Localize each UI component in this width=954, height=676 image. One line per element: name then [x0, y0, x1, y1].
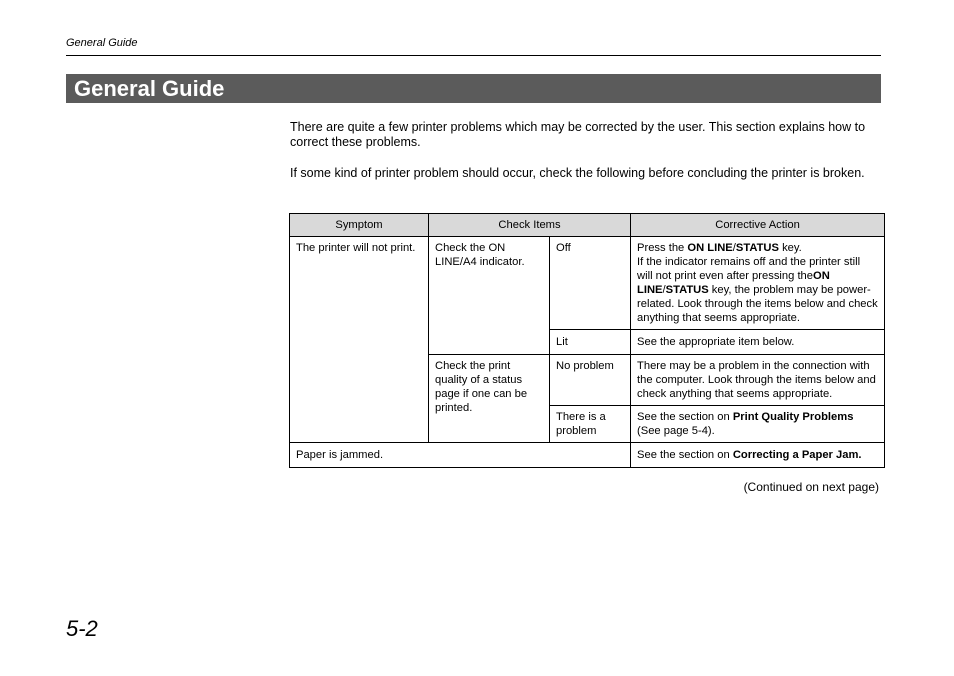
action-text: See the section on — [637, 411, 733, 423]
action-text: Press the — [637, 242, 688, 254]
action-key-text: ON LINE — [687, 242, 733, 254]
intro-paragraph-2: If some kind of printer problem should occur, check the following before concluding the printer is broken. — [290, 166, 865, 180]
action-key-text: STATUS — [665, 284, 709, 296]
action-text: See the section on — [637, 449, 733, 461]
symptom-cell: The printer will not print. — [290, 237, 429, 443]
action-text: / — [732, 242, 736, 254]
condition-cell: There is a problem — [550, 406, 631, 443]
condition-cell: Lit — [550, 330, 631, 355]
action-text: key. — [778, 242, 802, 254]
header-rule — [66, 55, 881, 56]
intro-paragraph-1: There are quite a few printer problems which may be corrected by the user. This section explains how to correct these problems. — [290, 120, 866, 149]
section-title: General Guide — [66, 74, 881, 103]
continued-note: (Continued on next page) — [743, 480, 879, 494]
action-cell — [631, 406, 885, 443]
action-link-text: Correcting a Paper Jam. — [732, 449, 862, 461]
table-row — [290, 443, 885, 468]
troubleshooting-table — [289, 213, 885, 468]
check-item-cell: Check the ON LINE/A4 indicator. — [429, 237, 550, 355]
header-check-items: Check Items — [429, 214, 631, 237]
action-cell — [631, 237, 885, 330]
action-cell — [631, 443, 885, 468]
action-cell: See the appropriate item below. — [631, 330, 885, 355]
symptom-cell: Paper is jammed. — [290, 443, 631, 468]
action-cell: There may be a problem in the connection with the computer. Look through the items below and check anything that seems appropriate. — [631, 355, 885, 406]
condition-cell: Off — [550, 237, 631, 330]
action-text: (See page 5-4). — [637, 425, 715, 437]
action-text: key, the problem may be power-related. Look through the items below and check anything that seems appropriate. — [637, 284, 878, 324]
check-item-cell: Check the print quality of a status page if one can be printed. — [429, 355, 550, 443]
action-key-text: ON LINE — [637, 270, 830, 296]
header-symptom: Symptom — [290, 214, 429, 237]
table-row — [290, 237, 885, 330]
action-text: / — [662, 284, 666, 296]
running-header: General Guide — [66, 37, 138, 49]
condition-cell: No problem — [550, 355, 631, 406]
table-header-row — [290, 214, 885, 237]
action-key-text: STATUS — [735, 242, 779, 254]
header-corrective-action: Corrective Action — [631, 214, 885, 237]
action-text: If the indicator remains off and the printer still will not print even after pressing the — [637, 256, 861, 282]
action-link-text: Print Quality Problems — [732, 411, 854, 423]
page-number: 5-2 — [66, 616, 98, 641]
